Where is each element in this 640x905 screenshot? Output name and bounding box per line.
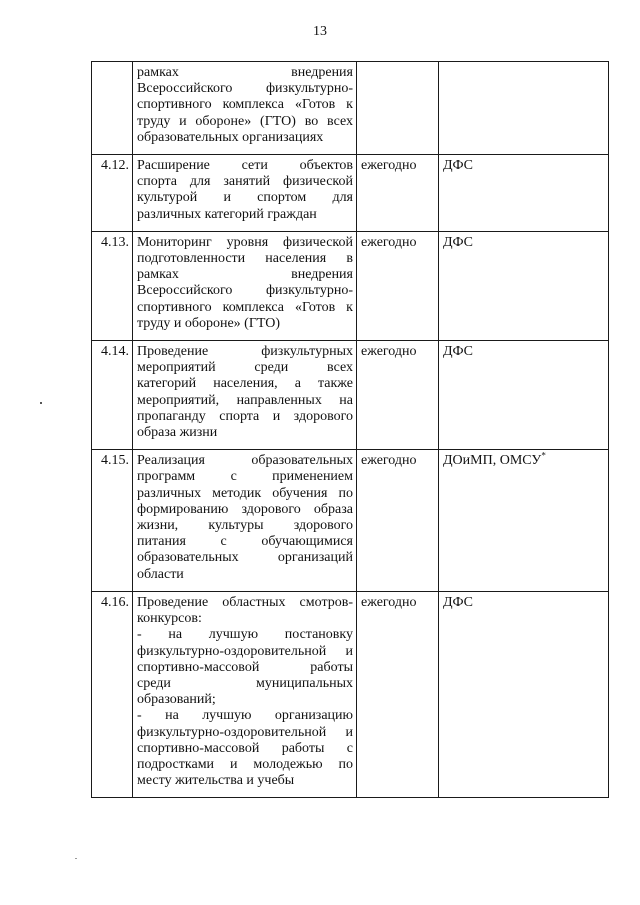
activity-line: Проведение областных смотров- (137, 594, 353, 610)
activity-line: области (137, 566, 184, 582)
scan-speck (75, 858, 77, 859)
activity-line: мероприятий, направленных на (137, 392, 353, 408)
activity-line: категорий населения, а также (137, 376, 353, 392)
activity-line: подростками и молодежью по (137, 756, 353, 772)
activity-cell (133, 231, 357, 340)
term-cell: ежегодно (357, 591, 439, 797)
activity-line: образований; (137, 692, 216, 708)
activity-line: среди муниципальных (137, 675, 353, 691)
responsible-cell (439, 62, 609, 155)
activity-cell (133, 155, 357, 232)
activity-line: рамках внедрения (137, 65, 353, 80)
activity-line: Расширение сети объектов (137, 158, 353, 174)
activity-line: спортивного комплекса «Готов к (137, 299, 353, 315)
activity-line: физкультурно-оздоровительной и (137, 643, 353, 659)
responsible-cell: ДФС (439, 591, 609, 797)
term-cell: ежегодно (357, 450, 439, 592)
activity-line: труду и обороне» (ГТО) во всех (137, 113, 353, 129)
table-row (92, 341, 609, 450)
activity-line: - на лучшую постановку (137, 627, 353, 643)
activity-line: питания с обучающимися (137, 534, 353, 550)
item-number-cell (92, 62, 133, 155)
responsible-cell (439, 450, 609, 592)
activity-line: рамках внедрения (137, 267, 353, 283)
term-cell (357, 62, 439, 155)
table-row (92, 450, 609, 592)
table-row (92, 591, 609, 797)
activity-line: образовательных организациях (137, 129, 324, 145)
footnote-mark: * (541, 450, 546, 461)
activity-line: образовательных организаций (137, 550, 353, 566)
activity-line: различных методик обучения по (137, 485, 353, 501)
term-cell: ежегодно (357, 231, 439, 340)
item-number-cell: 4.14. (92, 341, 133, 450)
responsible-cell: ДФС (439, 155, 609, 232)
page-number: 13 (313, 24, 327, 39)
activity-line: Проведение физкультурных (137, 344, 353, 360)
responsible-cell: ДФС (439, 231, 609, 340)
activity-cell (133, 341, 357, 450)
plan-table (91, 61, 609, 798)
table-row (92, 231, 609, 340)
activity-line: Всероссийского физкультурно- (137, 283, 353, 299)
table-row (92, 62, 609, 155)
activity-line: спортивно-массовой работы с (137, 740, 353, 756)
activity-line: спорта для занятий физической (137, 174, 353, 190)
term-cell: ежегодно (357, 155, 439, 232)
activity-line: спортивного комплекса «Готов к (137, 97, 353, 113)
activity-line: спортивно-массовой работы (137, 659, 353, 675)
responsible-text: ДОиМП, ОМСУ (443, 453, 542, 469)
activity-cell (133, 450, 357, 592)
activity-line: конкурсов: (137, 611, 202, 627)
activity-line: различных категорий граждан (137, 206, 317, 222)
item-number-cell: 4.12. (92, 155, 133, 232)
activity-line: - на лучшую организацию (137, 708, 353, 724)
activity-line: физкультурно-оздоровительной и (137, 724, 353, 740)
activity-line: жизни, культуры здорового (137, 518, 353, 534)
activity-cell (133, 62, 357, 155)
activity-line: пропаганду спорта и здорового (137, 408, 353, 424)
table-row (92, 155, 609, 232)
term-cell: ежегодно (357, 341, 439, 450)
activity-line: образа жизни (137, 425, 218, 441)
activity-line: Всероссийского физкультурно- (137, 81, 353, 97)
activity-line: подготовленности населения в (137, 251, 353, 267)
activity-line: культурой и спортом для (137, 190, 353, 206)
responsible-cell: ДФС (439, 341, 609, 450)
activity-line: Мониторинг уровня физической (137, 234, 353, 250)
activity-line: мероприятий среди всех (137, 360, 353, 376)
item-number-cell: 4.13. (92, 231, 133, 340)
activity-line: Реализация образовательных (137, 453, 353, 469)
activity-cell (133, 591, 357, 797)
scan-speck (40, 402, 42, 404)
plan-table-body (92, 62, 609, 798)
item-number-cell: 4.16. (92, 591, 133, 797)
activity-line: формированию здорового образа (137, 501, 353, 517)
activity-line: программ с применением (137, 469, 353, 485)
item-number-cell: 4.15. (92, 450, 133, 592)
activity-line: месту жительства и учебы (137, 773, 295, 789)
activity-line: труду и обороне» (ГТО) (137, 315, 281, 331)
